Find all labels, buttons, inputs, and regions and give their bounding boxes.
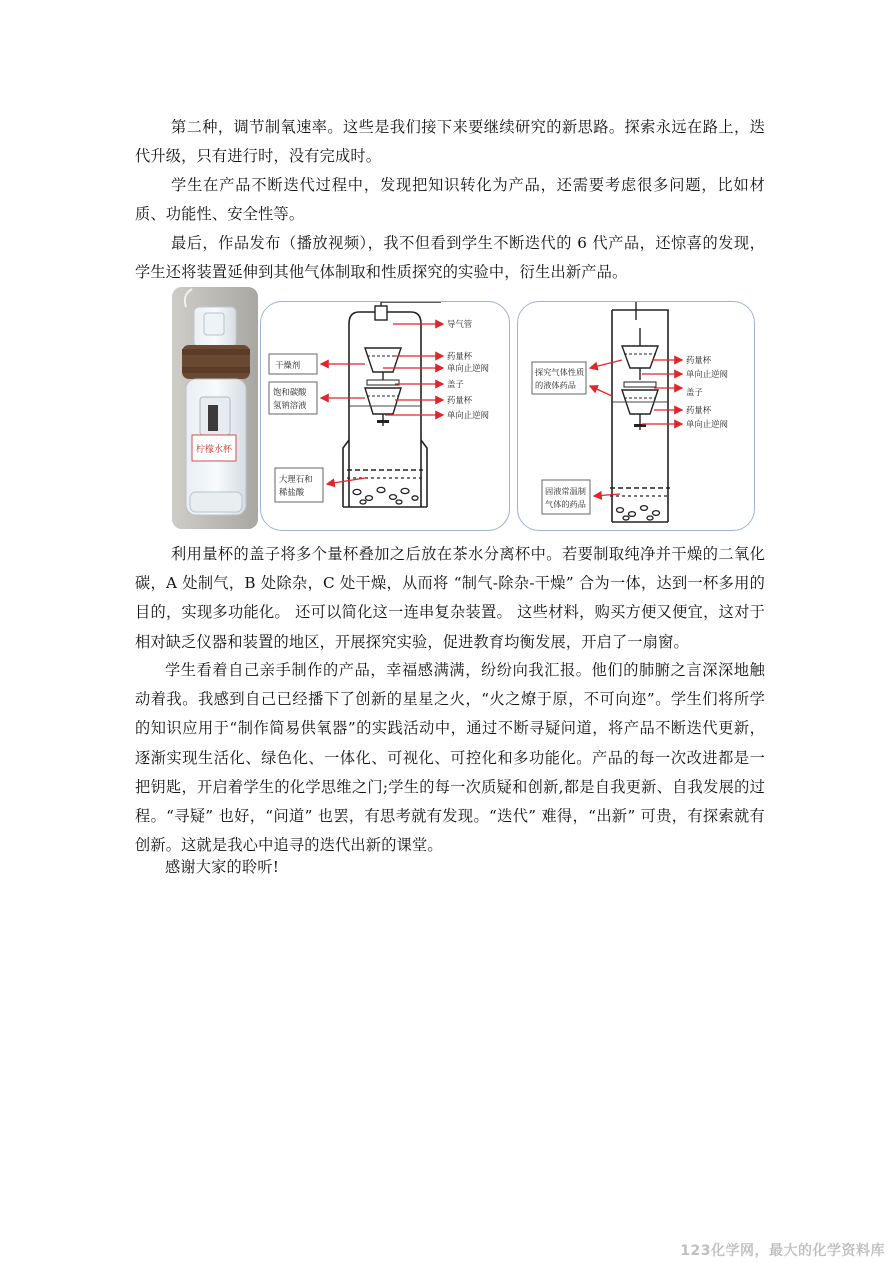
label2-probe-line1: 探究气体性质: [535, 367, 585, 377]
label2-lid: 盖子: [686, 387, 703, 397]
photo-label: 柠檬水杯: [195, 445, 233, 455]
label-cup1: 药量杯: [447, 351, 473, 361]
label-valve2: 单向止逆阀: [447, 410, 489, 420]
label-lid: 盖子: [447, 379, 464, 389]
label-solution-line2: 氢钠溶液: [273, 400, 307, 410]
figure-row: [172, 287, 757, 532]
device-photo: [172, 287, 258, 529]
label2-cup1: 药量杯: [686, 355, 712, 365]
label-tube: 导气管: [447, 319, 473, 329]
label2-probe-line2: 的液体药品: [535, 380, 576, 390]
label2-gen-line2: 气体的药品: [545, 499, 586, 509]
diagram-co2-apparatus: [260, 301, 510, 531]
paragraph-3: 最后，作品发布（播放视频），我不但看到学生不断迭代的 6 代产品，还惊喜的发现，学生还将装置延伸到其他气体制取和性质探究的实验中，衍生出新产品。: [135, 234, 765, 282]
paragraph-2: 学生在产品不断迭代过程中，发现把知识转化为产品，还需要考虑很多问题，比如材质、功能性、安全性等。: [135, 176, 765, 224]
label-cup2: 药量杯: [447, 395, 473, 405]
paragraph-4: 利用量杯的盖子将多个量杯叠加之后放在茶水分离杯中。若要制取纯净并干燥的二氧化碳，A 处制气，B 处除杂，C 处干燥，从而将 “制气-除杂-干燥” 合为一体，达到一杯多用的目的，实现多功能化。 还可以简化这一连串复杂装置。 这些材料，购买方便又便宜，这对于相对缺乏仪器和装置的地区，开展探究实验，促进教育均衡发展，开启了一扇窗。: [135, 545, 765, 651]
label-marble-line1: 大理石和: [279, 474, 313, 484]
label2-valve2: 单向止逆阀: [686, 419, 728, 429]
paragraph-5: 学生看着自己亲手制作的产品，幸福感满满，纷纷向我汇报。他们的肺腑之言深深地触动着我。我感到自己已经播下了创新的星星之火，“火之燎于原，不可向迩”。学生们将所学的知识应用于“制作简易供氧器”的实践活动中，通过不断寻疑问道，将产品不断迭代更新，逐渐实现生活化、绿色化、一体化、可视化、可控化和多功能化。产品的每一次改进都是一把钥匙，开启着学生的化学思维之门;学生的每一次质疑和创新,都是自我更新、自我发展的过程。“寻疑” 也好，“问道” 也罢，有思考就有发现。“迭代” 难得，“出新” 可贵，有探索就有创新。这就是我心中追寻的迭代出新的课堂。: [135, 661, 765, 855]
label2-cup2: 药量杯: [686, 405, 712, 415]
footer-watermark: 123化学网，最大的化学资料库: [680, 1243, 885, 1259]
diagram-gas-property-apparatus: [517, 301, 755, 531]
label-drying-agent: 干燥剂: [275, 360, 301, 370]
label-valve1: 单向止逆阀: [447, 363, 489, 373]
label-solution-line1: 饱和碳酸: [273, 387, 307, 397]
paragraph-1: 第二种，调节制氧速率。这些是我们接下来要继续研究的新思路。探索永远在路上，迭代升级，只有进行时，没有完成时。: [135, 118, 765, 166]
label-marble-line2: 稀盐酸: [279, 487, 305, 497]
paragraph-6: 感谢大家的聆听!: [165, 858, 280, 876]
label2-gen-line1: 固液常温制: [545, 486, 586, 496]
label2-valve1: 单向止逆阀: [686, 369, 728, 379]
